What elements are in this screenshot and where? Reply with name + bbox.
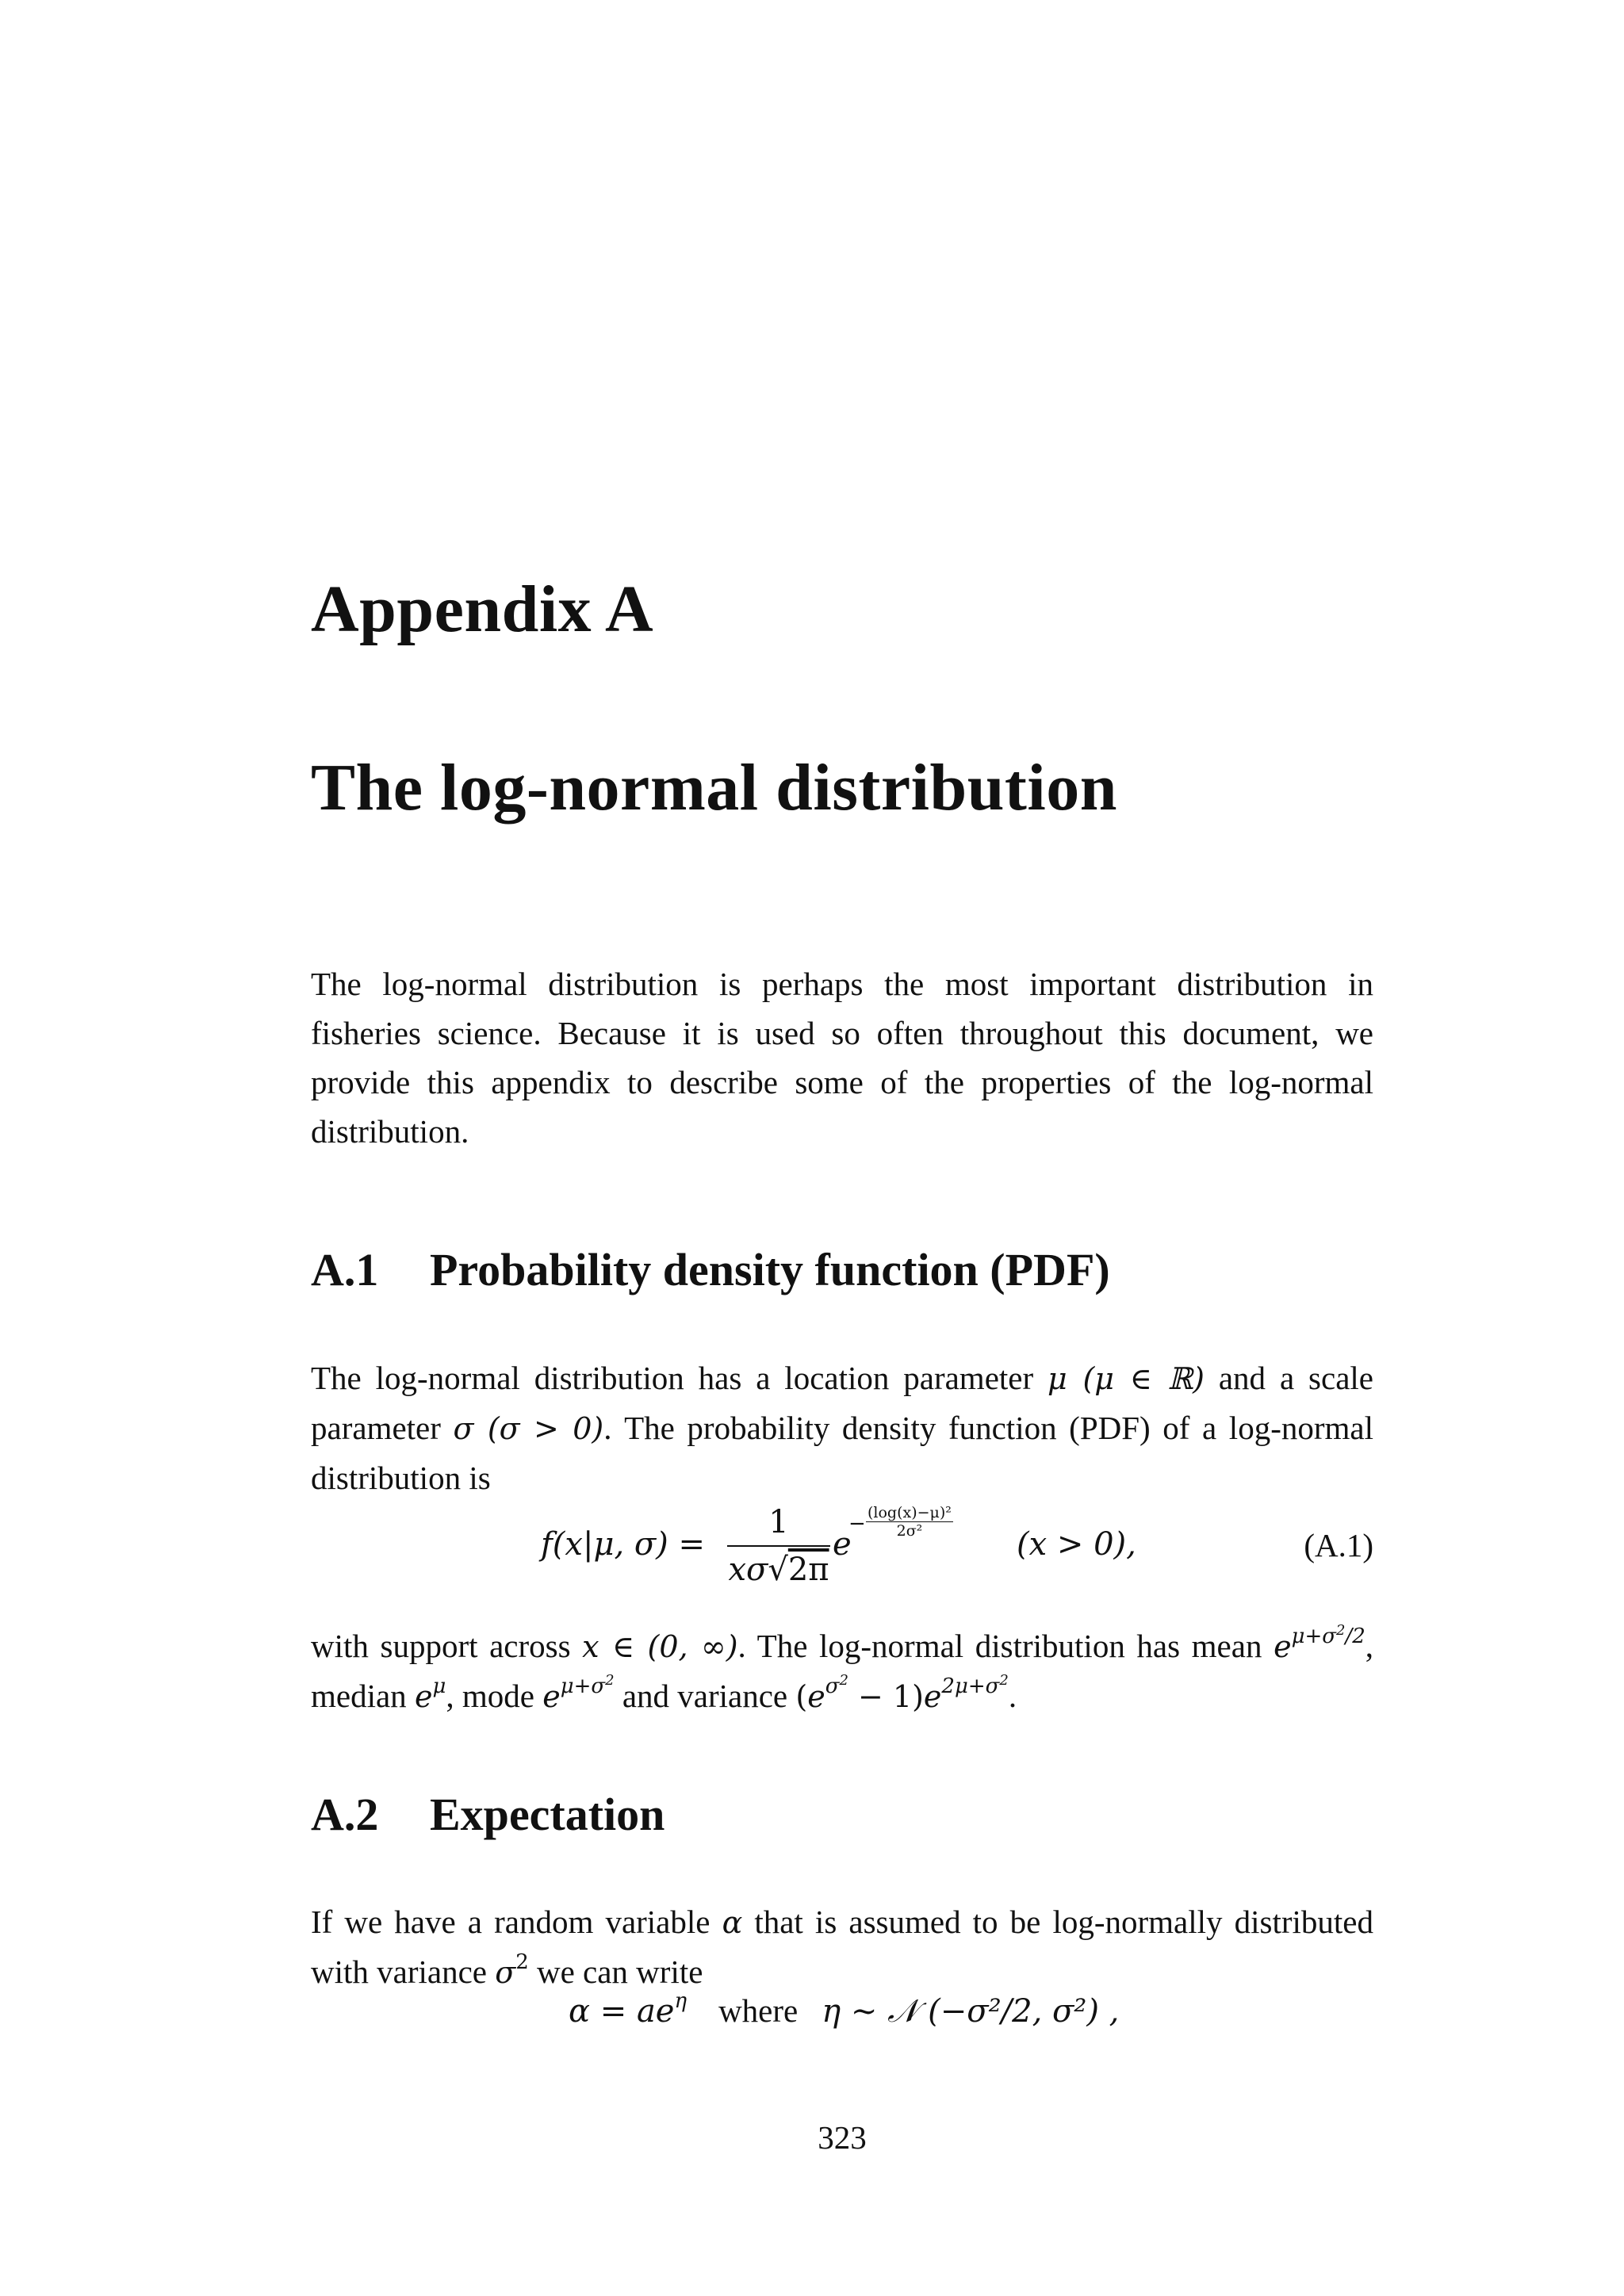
lhs-text: α = ae — [569, 1993, 675, 2030]
section-heading-a2 — [311, 1788, 665, 1841]
exponent-numerator: (log(x)−μ)² — [868, 1504, 952, 1521]
text-span: . The log-normal distribution has mean — [737, 1628, 1274, 1664]
intro-paragraph: The log-normal distribution is perhaps the most important distribution in fisheries science. Because it is used so often throughout this document, we provide this appendix to describe some of the properties of the log-normal distribution. — [311, 966, 1373, 1150]
equation-lhs: f(x|μ, σ) = — [541, 1526, 706, 1563]
equation-condition: (x > 0), — [1017, 1526, 1136, 1563]
text-span: . — [1008, 1678, 1017, 1714]
equation-rhs: η ∼ 𝒩 (−σ²/2, σ²) , — [822, 1993, 1120, 2030]
exponent-denominator: 2σ² — [896, 1522, 923, 1540]
text-span: and variance — [614, 1678, 796, 1714]
page-number: 323 — [818, 2119, 867, 2156]
mean-expression: $e^{\mu+\sigma^2/2}$ — [1274, 1622, 1365, 1664]
text-span: we can write — [528, 1954, 703, 1990]
text-span: If we have a random variable — [311, 1904, 722, 1940]
sqrt-argument: 2π — [787, 1552, 829, 1588]
equation-lhs: $\alpha = ae^\eta$ — [569, 1989, 688, 2030]
section-heading-a1 — [311, 1243, 1110, 1296]
pdf-paragraph — [311, 1353, 1373, 1502]
median-expression: $e^\mu$ — [414, 1674, 446, 1714]
section-number: A.2 — [311, 1789, 379, 1840]
exponential-base: e — [833, 1526, 852, 1563]
text-span: The log-normal distribution has a location parameter — [311, 1360, 1048, 1396]
exponent-minus: − — [848, 1512, 866, 1536]
document-page — [311, 0, 1373, 2296]
support-expression: x ∈ (0, ∞) — [582, 1629, 738, 1664]
text-span: , mode — [446, 1678, 543, 1714]
text-span: and a scale parameter — [311, 1360, 1373, 1446]
equation-a1 — [311, 1502, 1373, 1598]
sigma-definition: σ (σ > 0) — [453, 1411, 604, 1446]
moments-paragraph — [311, 1621, 1373, 1721]
fraction-bar — [727, 1545, 830, 1547]
variance-expression: $(e^{\sigma^2} - 1)e^{2\mu+\sigma^2}$ — [795, 1672, 1009, 1714]
section-number: A.1 — [311, 1244, 379, 1295]
section-title: Probability density function (PDF) — [430, 1244, 1110, 1295]
equation-number: (A.1) — [1304, 1527, 1373, 1563]
equation-a2 — [569, 1989, 1120, 2030]
chapter-label: Appendix A — [311, 572, 654, 646]
text-span: that is assumed to be log-normally distributed with variance — [311, 1904, 1373, 1990]
text-span: with support across — [311, 1628, 583, 1664]
expectation-paragraph — [311, 1897, 1373, 1997]
text-span: , median — [311, 1628, 1374, 1714]
mode-expression: $e^{\mu+\sigma^2}$ — [542, 1672, 615, 1714]
section-title: Expectation — [430, 1789, 665, 1840]
equation-word: where — [718, 1992, 799, 2029]
variance-symbol: $\sigma^2$ — [495, 1950, 529, 1990]
equation-fraction — [727, 1502, 830, 1590]
text-span: . The probability density function (PDF) of a log-normal distribution is — [311, 1410, 1373, 1496]
chapter-title: The log-normal distribution — [311, 751, 1117, 825]
exponent-fraction — [848, 1504, 953, 1540]
denominator-term: xσ — [728, 1552, 768, 1588]
alpha-symbol: α — [722, 1905, 743, 1940]
fraction-numerator: 1 — [768, 1504, 789, 1540]
sqrt-sign: √ — [768, 1552, 788, 1588]
fraction-denominator — [727, 1550, 830, 1590]
mu-definition: μ (μ ∈ ℝ) — [1048, 1361, 1205, 1396]
